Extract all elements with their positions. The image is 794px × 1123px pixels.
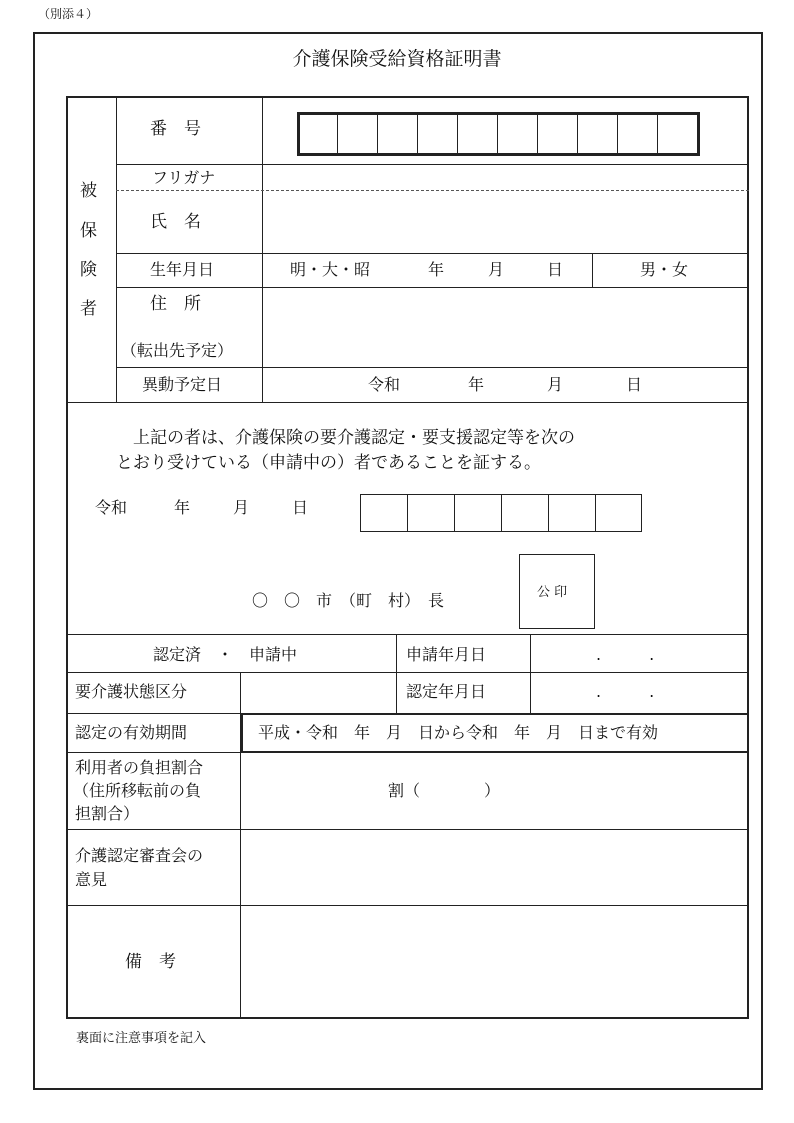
furigana-label: フリガナ bbox=[152, 168, 216, 187]
issue-era: 令和 bbox=[95, 498, 128, 517]
page-title: 介護保険受給資格証明書 bbox=[292, 48, 502, 70]
cert-date-value: . . bbox=[596, 682, 655, 701]
birth-era: 明・大・昭 bbox=[290, 260, 371, 279]
move-year-unit: 年 bbox=[468, 375, 485, 394]
care-level-field[interactable] bbox=[243, 675, 393, 711]
insured-side-label-3: 険 bbox=[80, 260, 97, 280]
insured-number-field[interactable] bbox=[297, 112, 700, 156]
care-level-label: 要介護状態区分 bbox=[75, 682, 188, 701]
birth-day-unit: 日 bbox=[547, 260, 564, 279]
move-month-unit: 月 bbox=[547, 375, 564, 394]
furigana-field[interactable] bbox=[265, 166, 747, 189]
issuer-name: 〇 〇 市 （町 村） 長 bbox=[252, 591, 445, 610]
remarks-field[interactable] bbox=[243, 908, 747, 1017]
application-date-label: 申請年月日 bbox=[406, 645, 487, 664]
certification-line-1: 上記の者は、介護保険の要介護認定・要支援認定等を次の bbox=[133, 428, 575, 448]
validity-label: 認定の有効期間 bbox=[75, 723, 188, 742]
validity-period-value: 平成・令和 年 月 日から令和 年 月 日まで有効 bbox=[258, 723, 659, 742]
insured-side-label-4: 者 bbox=[80, 299, 97, 319]
burden-label-line-1: 利用者の負担割合 bbox=[75, 758, 204, 777]
move-date-label: 異動予定日 bbox=[142, 375, 223, 394]
address-sub-label: （転出先予定） bbox=[121, 341, 234, 360]
name-field[interactable] bbox=[265, 192, 747, 252]
footer-note: 裏面に注意事項を記入 bbox=[76, 1031, 207, 1046]
birth-year-unit: 年 bbox=[428, 260, 445, 279]
address-label: 住 所 bbox=[150, 294, 201, 314]
birth-date-label: 生年月日 bbox=[150, 260, 215, 279]
move-day-unit: 日 bbox=[626, 375, 643, 394]
official-seal-label: 公 印 bbox=[537, 585, 568, 600]
issue-year-unit: 年 bbox=[174, 498, 191, 517]
review-board-opinion-field[interactable] bbox=[243, 832, 747, 904]
cert-status-choice: 認定済 ・ 申請中 bbox=[153, 645, 298, 664]
birth-month-unit: 月 bbox=[488, 260, 505, 279]
certification-line-2: とおり受けている（申請中の）者であることを証する。 bbox=[116, 453, 541, 473]
attachment-label: （別添４） bbox=[38, 7, 99, 21]
cert-date-label: 認定年月日 bbox=[406, 682, 487, 701]
insured-side-label-1: 被 bbox=[80, 181, 97, 201]
insured-side-label-2: 保 bbox=[80, 221, 97, 241]
name-label: 氏 名 bbox=[150, 212, 201, 232]
sex-choice: 男・女 bbox=[640, 260, 689, 279]
application-date-value: . . bbox=[596, 645, 655, 664]
remarks-label: 備 考 bbox=[125, 952, 176, 972]
burden-label-line-3: 担割合） bbox=[75, 804, 140, 823]
issue-month-unit: 月 bbox=[233, 498, 250, 517]
address-field[interactable] bbox=[265, 290, 747, 366]
opinion-label-line-1: 介護認定審査会の bbox=[75, 846, 204, 865]
burden-label-line-2: （住所移転前の負 bbox=[73, 781, 202, 800]
issue-day-unit: 日 bbox=[292, 498, 309, 517]
burden-ratio-value: 割（ ） bbox=[388, 781, 501, 800]
move-era: 令和 bbox=[368, 375, 401, 394]
number-label: 番 号 bbox=[150, 119, 201, 139]
opinion-label-line-2: 意見 bbox=[75, 870, 108, 889]
